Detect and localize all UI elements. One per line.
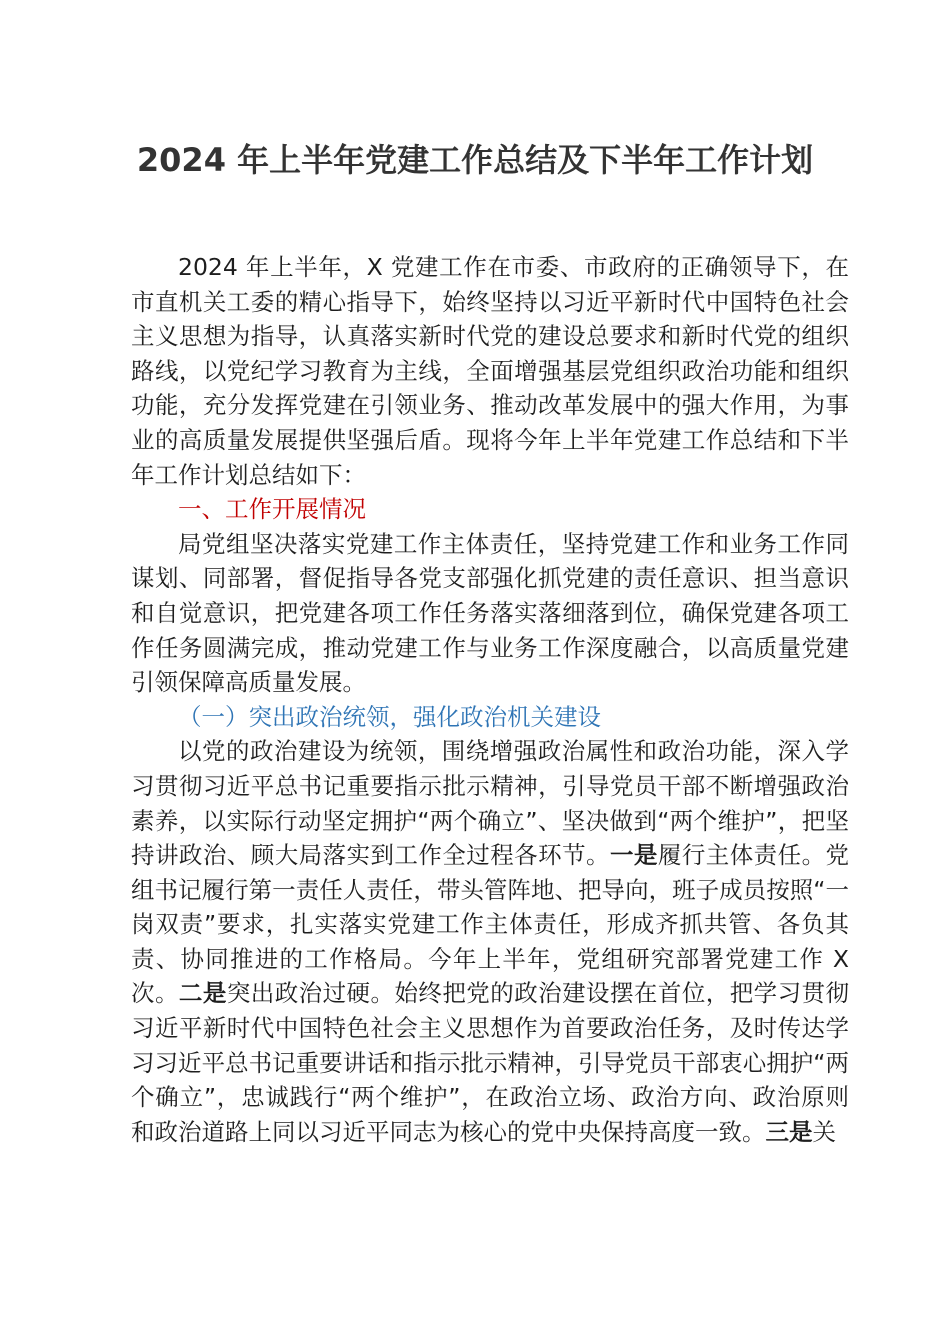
lead-third: 三是 — [765, 1117, 813, 1146]
subsection1-paragraph — [131, 734, 849, 1149]
subsection1-text-d: 关 — [812, 1117, 836, 1146]
lead-second: 二是 — [178, 979, 227, 1008]
subsection1-text-a: 以党的政治建设为统领，围绕增强政治属性和政治功能，深入学习贯彻习近平总书记重要指示批示精神，引导党员干部不断增强政治素养，以实际行动坚定拥护“两个确立”、坚决做到“两个维护”，把坚持讲政治、顾大局落实到工作全过程各环节。 — [131, 737, 849, 870]
section1-paragraph: 局党组坚决落实党建工作主体责任，坚持党建工作和业务工作同谋划、同部署，督促指导各党支部强化抓党建的责任意识、担当意识和自觉意识，把党建各项工作任务落实落细落到位，确保党建各项工作任务圆满完成，推动党建工作与业务工作深度融合，以高质量党建引领保障高质量发展。 — [131, 529, 849, 697]
lead-first: 一是 — [609, 841, 658, 870]
document-body — [131, 250, 849, 1149]
subsection-heading-political-leadership: （一）突出政治统领，强化政治机关建设 — [178, 702, 601, 731]
intro-paragraph: 2024 年上半年，X 党建工作在市委、市政府的正确领导下，在市直机关工委的精心指导下，始终坚持以习近平新时代中国特色社会主义思想为指导，认真落实新时代党的建设总要求和新时代党的组织路线，以党纪学习教育为主线，全面增强基层党组织政治功能和组织功能，充分发挥党建在引领业务、推动改革发展中的强大作用，为事业的高质量发展提供坚强后盾。现将今年上半年党建工作总结和下半年工作计划总结如下： — [131, 253, 849, 489]
section-heading-work-progress: 一、工作开展情况 — [178, 495, 366, 524]
subsection1-text-c: 突出政治过硬。始终把党的政治建设摆在首位，把学习贯彻习近平新时代中国特色社会主义思想作为首要政治任务，及时传达学习习近平总书记重要讲话和指示批示精神，引导党员干部衷心拥护“两个确立”，忠诚践行“两个维护”，在政治立场、政治方向、政治原则和政治道路上同以习近平同志为核心的党中央保持高度一致。 — [131, 979, 850, 1146]
subsection1-text-b: 履行主体责任。党组书记履行第一责任人责任，带头管阵地、把导向，班子成员按照“一岗双责”要求，扎实落实党建工作主体责任，形成齐抓共管、各负其责、协同推进的工作格局。今年上半年，党组研究部署党建工作 X 次。 — [131, 841, 850, 1008]
document-title: 2024 年上半年党建工作总结及下半年工作计划 — [136, 141, 814, 179]
